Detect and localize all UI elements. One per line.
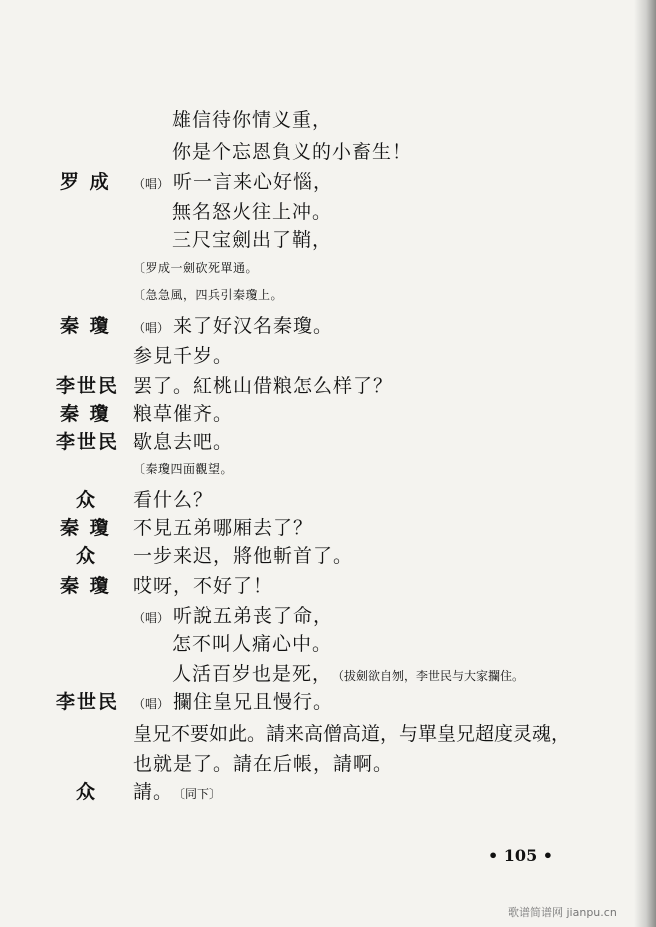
dialogue-line: 不見五弟哪厢去了？ [133, 517, 314, 539]
dialogue-line: 参見千岁。 [133, 345, 234, 367]
stage-direction: 〔罗成一劍砍死單通。 [133, 261, 259, 275]
verse-line: 雄信待你情义重， [172, 109, 333, 131]
dialogue-line: 粮草催齐。 [133, 403, 234, 425]
dialogue-line: 看什么？ [133, 489, 214, 511]
speaker-name: 李世民 [56, 691, 120, 713]
page-number: • 105 • [488, 846, 553, 865]
dialogue-text: 来了好汉名秦瓊。 [173, 315, 334, 337]
dialogue-text: 听一言来心好惱， [173, 171, 334, 193]
dialogue-text: 听說五弟丧了命， [173, 605, 334, 627]
dialogue-line: 歇息去吧。 [133, 431, 234, 453]
speaker-name: 秦 瓊 [60, 517, 111, 539]
dialogue-line: 也就是了。請在后帳，請啊。 [133, 753, 394, 775]
speaker-name: 秦 瓊 [60, 575, 111, 597]
dialogue-line [133, 314, 333, 340]
page-edge-shadow [634, 0, 656, 927]
speaker-name: 秦 瓊 [60, 403, 111, 425]
speaker-name: 李世民 [56, 431, 120, 453]
dialogue-line [133, 170, 333, 196]
verse-line: 無名怒火往上冲。 [172, 201, 333, 223]
speaker-name: 罗 成 [60, 171, 111, 193]
dialogue-line [133, 690, 333, 716]
dialogue-text: 攔住皇兄且慢行。 [173, 691, 334, 713]
stage-direction: （拔劍欲自刎，李世民与大家攔住。 [338, 669, 525, 683]
dialogue-line [133, 604, 333, 630]
verse-text: 人活百岁也是死， [172, 663, 333, 685]
speaker-name: 李世民 [56, 375, 120, 397]
stage-direction: 〔急急風，四兵引秦瓊上。 [133, 288, 284, 302]
speaker-name: 众 [76, 489, 98, 511]
stage-direction: 〔秦瓊四面觀望。 [133, 462, 234, 476]
dialogue-line: 一步来迟，將他斬首了。 [133, 545, 354, 567]
stage-direction: 〔同下〕 [179, 787, 222, 801]
sing-tag: （唱） [133, 697, 170, 711]
dialogue-line [133, 780, 221, 806]
sing-tag: （唱） [133, 321, 170, 335]
watermark: 歌谱简谱网 jianpu.cn [508, 906, 617, 919]
speaker-name: 秦 瓊 [60, 315, 111, 337]
speaker-name: 众 [76, 545, 98, 567]
dialogue-line: 皇兄不要如此。請来高僧高道，与單皇兄超度灵魂， [133, 723, 571, 745]
dialogue-text: 請。 [133, 781, 174, 803]
verse-line: 三尺宝劍出了鞘， [172, 229, 333, 251]
speaker-name: 众 [76, 781, 98, 803]
verse-line: 你是个忘恩負义的小畜生！ [172, 141, 413, 163]
sing-tag: （唱） [133, 177, 170, 191]
verse-line: 怎不叫人痛心中。 [172, 633, 333, 655]
sing-tag: （唱） [133, 611, 170, 625]
verse-line [172, 662, 524, 688]
dialogue-line: 罢了。紅桃山借粮怎么样了？ [133, 375, 394, 397]
dialogue-line: 哎呀，不好了！ [133, 575, 274, 597]
